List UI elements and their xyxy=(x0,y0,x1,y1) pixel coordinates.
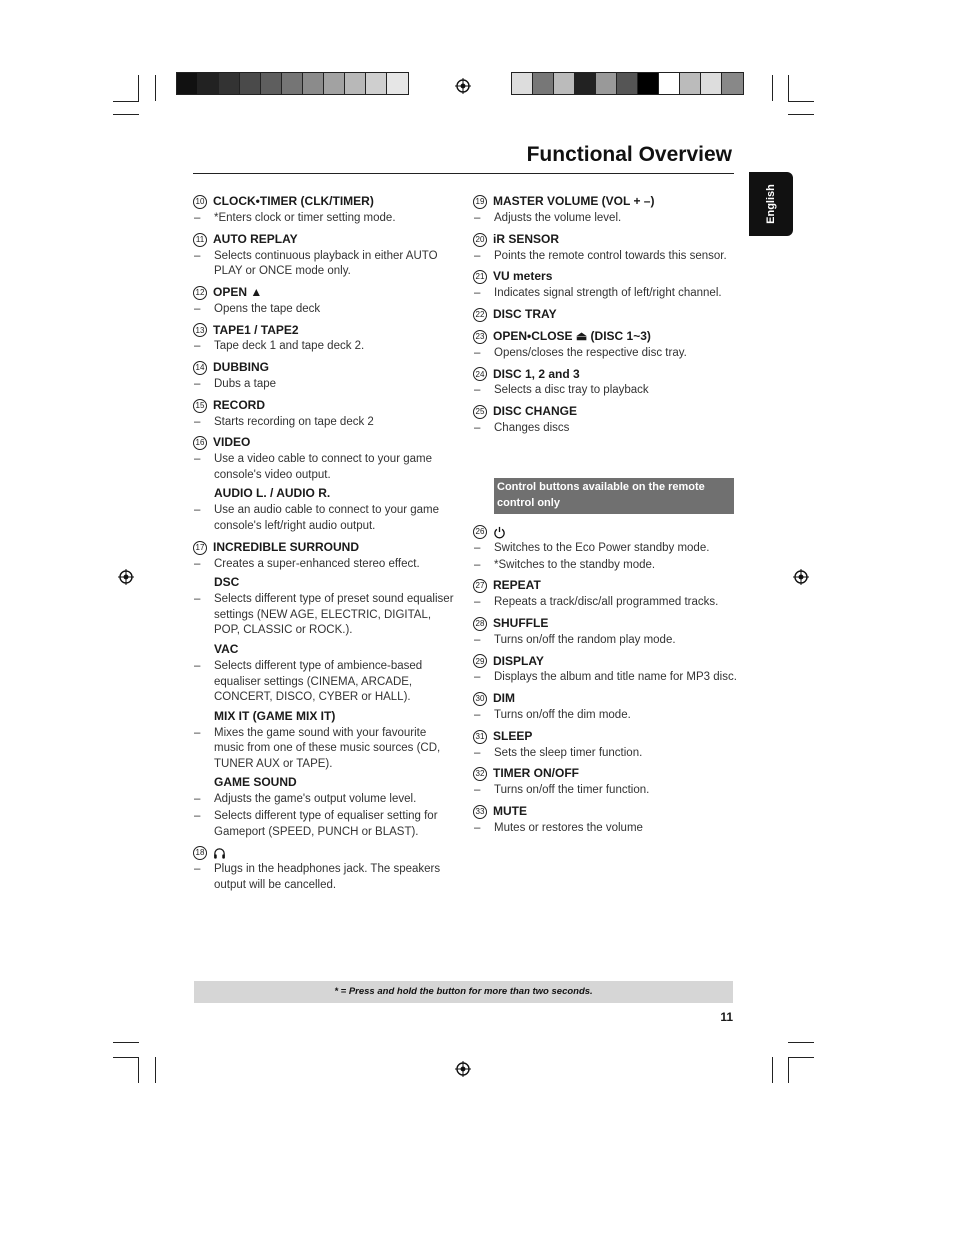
feature-title: TAPE1 / TAPE2 xyxy=(213,322,299,337)
feature-description: – Switches to the Eco Power standby mode. xyxy=(473,541,738,557)
crop-mark xyxy=(788,1057,814,1058)
feature-title: VIDEO xyxy=(213,435,251,450)
feature-title: DISPLAY xyxy=(493,653,544,668)
crop-mark xyxy=(113,1042,139,1043)
callout-number: 26 xyxy=(473,525,487,539)
feature-heading xyxy=(193,359,458,377)
feature-title: RECORD xyxy=(213,397,266,412)
crop-mark xyxy=(155,75,156,101)
callout-number: 25 xyxy=(473,405,487,419)
feature-heading xyxy=(193,321,458,339)
feature-heading xyxy=(473,231,738,249)
feature-description: – Plugs in the headphones jack. The speakers output will be cancelled. xyxy=(193,862,458,893)
feature-heading xyxy=(473,652,738,670)
callout-number: 28 xyxy=(473,617,487,631)
feature-heading xyxy=(473,523,738,541)
feature-item xyxy=(473,728,738,762)
title-divider xyxy=(193,173,734,174)
feature-item xyxy=(193,231,458,280)
feature-description: – Turns on/off the random play mode. xyxy=(473,633,738,649)
feature-description: – Tape deck 1 and tape deck 2. xyxy=(193,339,458,355)
feature-heading xyxy=(473,765,738,783)
feature-title: MASTER VOLUME (VOL + –) xyxy=(493,194,655,209)
feature-title: TIMER ON/OFF xyxy=(493,766,579,781)
sub-feature-description: – Selects different type of equaliser setting for Gameport (SPEED, PUNCH or BLAST). xyxy=(193,809,458,840)
sub-feature-description: – Mixes the game sound with your favourite music from one of these music sources (CD, TUNER AUX or TAPE). xyxy=(193,726,458,773)
color-calibration-strip-left xyxy=(176,72,409,95)
feature-item xyxy=(473,328,738,362)
registration-mark-icon xyxy=(793,569,809,585)
feature-title: VU meters xyxy=(493,269,553,284)
feature-item xyxy=(473,193,738,227)
crop-mark xyxy=(788,75,789,101)
feature-heading xyxy=(193,397,458,415)
feature-title: DIM xyxy=(493,691,515,706)
feature-item xyxy=(473,523,738,573)
feature-item xyxy=(473,765,738,799)
crop-mark xyxy=(155,1057,156,1083)
feature-heading xyxy=(473,328,738,346)
registration-mark-icon xyxy=(455,1061,471,1077)
feature-title: REPEAT xyxy=(493,578,541,593)
feature-title: DISC 1, 2 and 3 xyxy=(493,366,580,381)
sub-feature-title: VAC xyxy=(214,641,239,656)
feature-item xyxy=(193,359,458,393)
feature-item xyxy=(473,403,738,437)
feature-description: – Use a video cable to connect to your game console's video output. xyxy=(193,452,458,483)
color-calibration-strip-right xyxy=(511,72,744,95)
sub-feature-description: – Use an audio cable to connect to your game console's left/right audio output. xyxy=(193,503,458,534)
feature-title: DUBBING xyxy=(213,360,269,375)
feature-item xyxy=(193,321,458,355)
feature-item xyxy=(473,615,738,649)
callout-number: 20 xyxy=(473,233,487,247)
callout-number: 11 xyxy=(193,233,207,247)
feature-heading xyxy=(473,268,738,286)
feature-item xyxy=(473,803,738,837)
callout-number: 16 xyxy=(193,436,207,450)
remote-items-list xyxy=(473,523,738,840)
feature-heading xyxy=(473,803,738,821)
crop-mark xyxy=(113,114,139,115)
sub-feature-description: – Selects different type of ambience-based equaliser settings (CINEMA, ARCADE, CONCERT, DISCO, CYBER or HALL). xyxy=(193,659,458,706)
feature-item xyxy=(193,397,458,431)
feature-item xyxy=(473,652,738,686)
feature-title: SLEEP xyxy=(493,728,533,743)
feature-title: OPEN•CLOSE ⏏ (DISC 1~3) xyxy=(493,328,651,343)
crop-mark xyxy=(113,101,139,102)
feature-heading xyxy=(193,231,458,249)
feature-title: SHUFFLE xyxy=(493,615,549,630)
feature-heading xyxy=(473,615,738,633)
registration-mark-icon xyxy=(455,78,471,94)
feature-description: – Displays the album and title name for MP3 disc. xyxy=(473,670,738,686)
feature-description: – Turns on/off the timer function. xyxy=(473,783,738,799)
feature-heading xyxy=(193,284,458,302)
crop-mark xyxy=(788,101,814,102)
feature-title: iR SENSOR xyxy=(493,231,560,246)
callout-number: 29 xyxy=(473,654,487,668)
callout-number: 23 xyxy=(473,330,487,344)
callout-number: 30 xyxy=(473,692,487,706)
language-tab-label: English xyxy=(765,184,777,224)
headphones-icon xyxy=(213,847,226,860)
feature-description: – Sets the sleep timer function. xyxy=(473,746,738,762)
remote-only-heading: Control buttons available on the remote control only xyxy=(494,478,734,514)
callout-number: 22 xyxy=(473,308,487,322)
language-tab xyxy=(749,172,793,236)
feature-title: OPEN ▲ xyxy=(213,284,263,299)
sub-feature-description: – Adjusts the game's output volume level. xyxy=(193,792,458,808)
feature-title: DISC TRAY xyxy=(493,306,557,321)
feature-item xyxy=(473,577,738,611)
feature-description: – Turns on/off the dim mode. xyxy=(473,708,738,724)
callout-number: 32 xyxy=(473,767,487,781)
feature-title: INCREDIBLE SURROUND xyxy=(213,539,360,554)
page-title: Functional Overview xyxy=(526,143,732,166)
feature-description: – Repeats a track/disc/all programmed tracks. xyxy=(473,595,738,611)
right-column xyxy=(473,193,738,441)
feature-item xyxy=(193,193,458,227)
crop-mark xyxy=(788,114,814,115)
feature-heading xyxy=(193,193,458,211)
sub-feature-title: MIX IT (GAME MIX IT) xyxy=(214,708,336,723)
feature-description: – Starts recording on tape deck 2 xyxy=(193,415,458,431)
feature-heading xyxy=(473,728,738,746)
sub-feature-description: – Selects different type of preset sound equaliser settings (NEW AGE, ELECTRIC, DIGITAL, POP, CLASSIC or ROCK.). xyxy=(193,592,458,639)
feature-title: MUTE xyxy=(493,803,527,818)
feature-title: DISC CHANGE xyxy=(493,404,578,419)
callout-number: 31 xyxy=(473,730,487,744)
callout-number: 33 xyxy=(473,805,487,819)
feature-heading xyxy=(473,306,738,324)
registration-mark-icon xyxy=(118,569,134,585)
feature-description: – *Enters clock or timer setting mode. xyxy=(193,211,458,227)
feature-description: – Opens/closes the respective disc tray. xyxy=(473,346,738,362)
feature-item xyxy=(473,306,738,324)
feature-item xyxy=(193,284,458,318)
crop-mark xyxy=(138,75,139,101)
callout-number: 21 xyxy=(473,270,487,284)
page-number: 11 xyxy=(720,1010,733,1024)
callout-number: 15 xyxy=(193,399,207,413)
crop-mark xyxy=(788,1057,789,1083)
power-icon xyxy=(493,526,506,539)
callout-number: 27 xyxy=(473,579,487,593)
feature-heading xyxy=(193,539,458,557)
sub-feature-title: AUDIO L. / AUDIO R. xyxy=(214,486,331,501)
feature-description: – Selects a disc tray to playback xyxy=(473,383,738,399)
feature-description: – Points the remote control towards this sensor. xyxy=(473,249,738,265)
feature-description: – Mutes or restores the volume xyxy=(473,821,738,837)
left-column xyxy=(193,193,458,897)
feature-heading xyxy=(473,403,738,421)
feature-title: AUTO REPLAY xyxy=(213,231,298,246)
feature-item xyxy=(193,844,458,893)
callout-number: 17 xyxy=(193,541,207,555)
feature-description: – Indicates signal strength of left/right channel. xyxy=(473,286,738,302)
feature-heading xyxy=(473,690,738,708)
callout-number: 14 xyxy=(193,361,207,375)
crop-mark xyxy=(772,1057,773,1083)
crop-mark xyxy=(772,75,773,101)
callout-number: 10 xyxy=(193,195,207,209)
callout-number: 19 xyxy=(473,195,487,209)
feature-item xyxy=(193,539,458,841)
feature-item xyxy=(473,690,738,724)
crop-mark xyxy=(113,1057,139,1058)
feature-item xyxy=(193,434,458,534)
callout-number: 24 xyxy=(473,367,487,381)
feature-description: – *Switches to the standby mode. xyxy=(473,558,738,574)
callout-number: 12 xyxy=(193,286,207,300)
feature-heading xyxy=(473,365,738,383)
sub-feature-title: GAME SOUND xyxy=(214,775,297,790)
sub-feature-title: DSC xyxy=(214,575,240,590)
feature-item xyxy=(473,231,738,265)
feature-description: – Opens the tape deck xyxy=(193,302,458,318)
feature-description: – Dubs a tape xyxy=(193,377,458,393)
feature-description: – Selects continuous playback in either AUTO PLAY or ONCE mode only. xyxy=(193,249,458,280)
feature-heading xyxy=(473,577,738,595)
crop-mark xyxy=(788,1042,814,1043)
feature-description: – Adjusts the volume level. xyxy=(473,211,738,227)
feature-heading xyxy=(193,844,458,862)
feature-item xyxy=(473,365,738,399)
feature-description: – Creates a super-enhanced stereo effect. xyxy=(193,557,458,573)
feature-description: – Changes discs xyxy=(473,421,738,437)
crop-mark xyxy=(138,1057,139,1083)
feature-heading xyxy=(473,193,738,211)
feature-heading xyxy=(193,434,458,452)
footnote: * = Press and hold the button for more than two seconds. xyxy=(194,981,733,1003)
callout-number: 13 xyxy=(193,323,207,337)
feature-title: CLOCK•TIMER (CLK/TIMER) xyxy=(213,194,374,209)
callout-number: 18 xyxy=(193,846,207,860)
feature-item xyxy=(473,268,738,302)
